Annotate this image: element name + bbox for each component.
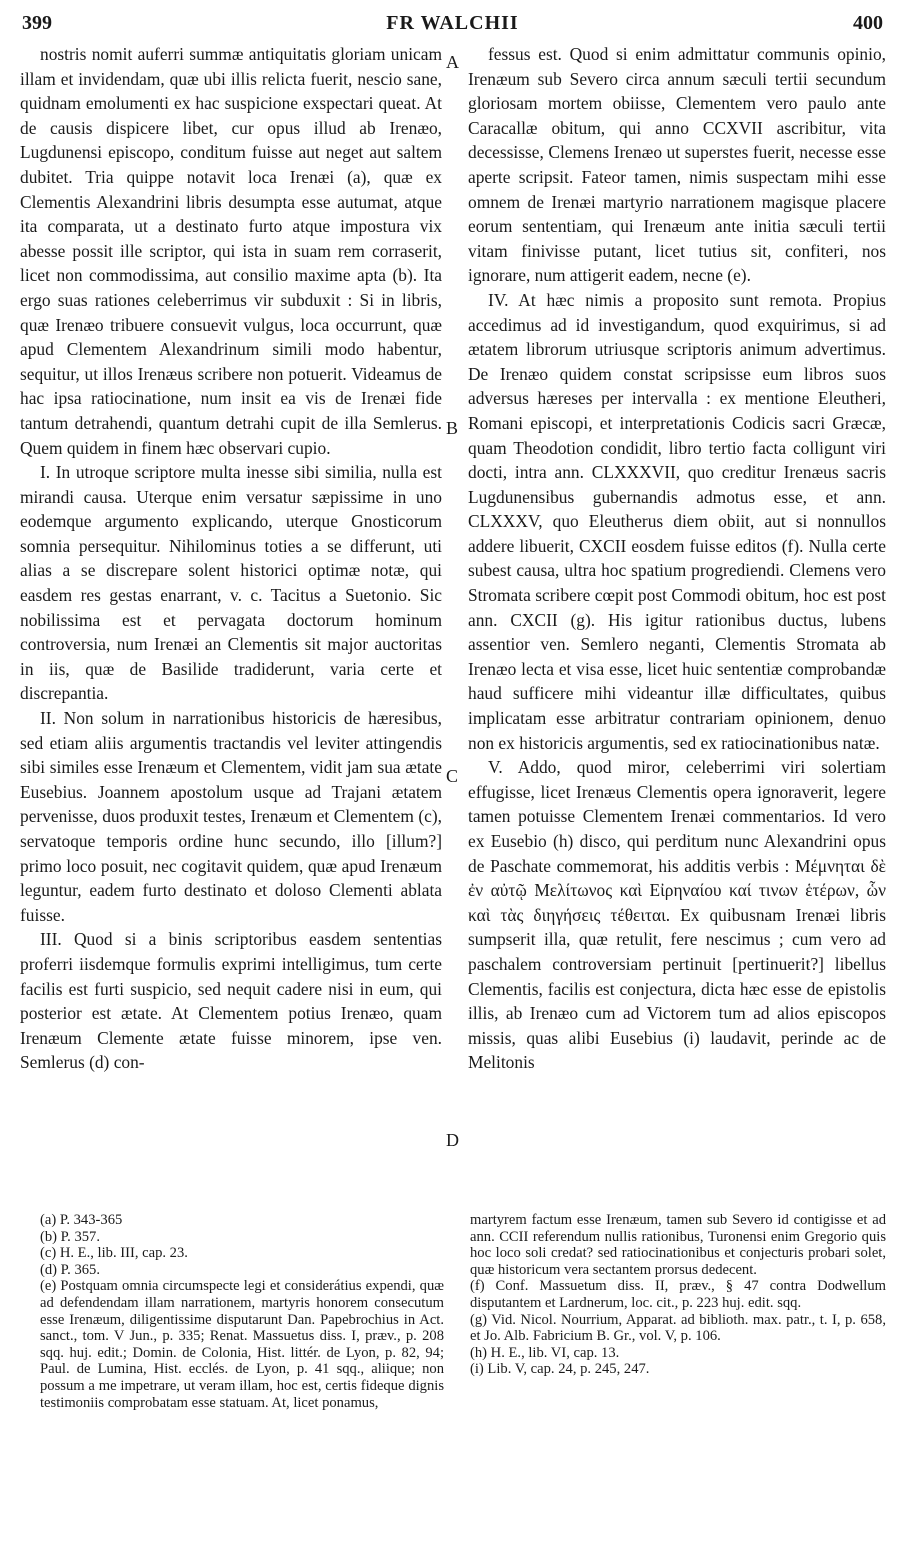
margin-marker-a: A <box>446 52 459 72</box>
margin-marker-b: B <box>446 418 459 438</box>
margin-marker-c: C <box>446 766 459 786</box>
footnotes-right <box>470 1212 886 1378</box>
footnote: (g) Vid. Nicol. Nourrium, Apparat. ad biblioth. max. patr., t. I, p. 658, et Jo. Alb. Fabricium B. Gr., vol. V, p. 106. <box>470 1311 886 1345</box>
footnote: (h) H. E., lib. VI, cap. 13. <box>470 1344 620 1361</box>
paragraph: nostris nomit auferri summæ antiquitatis gloriam unicam illam et invidendam, quæ ubi illis relicta fuerit, nescio sane, quidnam emolumenti ex hac suspicione exspectari queat. At de causis dispicere libet, cur opus illud ab Irenæo, Lugdunensi episcopo, conditum fuisse aut neget aut saltem dubitet. Tria quippe notavit loca Irenæi (a), quæ ex Clementis Alexandrini libris desumpta esse autumat, atque ita comparata, ut a destinato furto atque impostura vix abesse possit ille scriptor, qui ista in suam rem corraserit, licet non commodissima, aut consilio maxime apta (b). Ita ergo suas rationes celeberrimus vir subduxit : Si in libris, quæ Irenæo tribuere consuevit vulgus, loca occurrunt, quæ apud Clementem Alexandrinum simili modo habentur, sequitur, ut illos Irenæus scribere non potuerit. Videamus de hac ipsa ratiocinatione, num insit ea vis de Irenæi fide tantum detrahendi, quantum detrahi cupit de illa Semlerus. Quem quidem in finem hæc observari cupio. <box>20 44 442 458</box>
footnote: (b) P. 357. <box>40 1228 100 1245</box>
page-number-right: 400 <box>853 12 883 34</box>
left-column <box>20 42 442 1075</box>
margin-marker-d: D <box>446 1130 459 1150</box>
footnote-continuation: martyrem factum esse Irenæum, tamen sub Severo id contigisse et ad ann. CCII referendum nullis rationibus, Turonensi enim Gregorio quis hoc loco soli credat? sed ratiocinationibus et conjecturis probari solet, quæ historicum vera sectantem prorsus dedecent. <box>470 1212 886 1278</box>
paragraph: III. Quod si a binis scriptoribus easdem sententias proferri iisdemque formulis exprimi intelligimus, tum certe facilis est furti suspicio, sed nequit cadere nisi in eum, qui posterior est ætate. At Clementem potius Irenæo, quam Irenæum Clemente ætate fuisse minorem, ipse ven. Semlerus (d) con- <box>20 929 442 1073</box>
running-header <box>22 8 883 38</box>
page-number-left: 399 <box>22 12 52 34</box>
footnotes-left <box>40 1212 444 1411</box>
footnote: (c) H. E., lib. III, cap. 23. <box>40 1245 188 1262</box>
paragraph: I. In utroque scriptore multa inesse sibi similia, nulla est mirandi causa. Uterque enim versatur sæpissime in uno eodemque argumento explicando, uterque Gnosticorum somnia persequitur. Nihilominus toties a se differunt, uti alias a se discrepare solent historici optimæ notæ, qui easdem res gestas enarrant, v. c. Tacitus a Suetonio. Sic nobilissima est et pervagata doctorum hominum controversia, num Irenæi an Clementis sit major auctoritas in iis, quæ de Basilide tradiderunt, varia certe et discrepantia. <box>20 462 442 704</box>
footnote: (d) P. 365. <box>40 1261 100 1278</box>
paragraph: II. Non solum in narrationibus historicis de hæresibus, sed etiam aliis argumentis tractandis vel leviter attingendis sibi similes esse Irenæum et Clementem, vidit jam sua ætate Eusebius. Joannem apostolum usque ad Trajani ætatem pervenisse, duos produxit testes, Irenæum et Clementem (c), servatoque temporis ordine hunc secundo, illo [illum?] primo loco posuit, nec cogitavit quidem, quæ apud Irenæum leguntur, eadem furto destinato et doloso Clementi ablata fuisse. <box>20 708 442 925</box>
footnote: (e) Postquam omnia circumspecte legi et considerátius expendi, quæ ad defendendam illam narrationem, martyris honorem consecutum esse Irenæum, diligentissime disputarunt Dan. Papebrochius in Act. sanct., tom. V Jun., p. 335; Renat. Massuetus diss. I, præv., p. 208 sqq. huj. edit.; Domin. de Colonia, Hist. littér. de Lyon, p. 82, 94; Paul. de Lumina, Hist. ecclés. de Lyon, p. 41 sqq., aliique; non possum a me impetrare, ut veram illam, hoc est, certis fideque dignis testimoniis comprobatam esse statuam. At, licet ponamus, <box>40 1278 444 1411</box>
footnote: (a) P. 343-365 <box>40 1212 123 1228</box>
running-title: FR WALCHII <box>386 12 519 34</box>
footnote: (f) Conf. Massuetum diss. II, præv., § 47 contra Dodwellum disputantem et Lardnerum, loc. cit., p. 223 huj. edit. sqq. <box>470 1278 886 1311</box>
paragraph: IV. At hæc nimis a proposito sunt remota. Propius accedimus ad id investigandum, quod exquirimus, si ad ætatem librorum utriusque scriptoris animum advertimus. De Irenæo quidem constat scripsisse eum libros suos adversus hæreses per intervalla : ex mentione Eleutheri, Romani episcopi, et interpretationis Codicis sacri Græcæ, quam Theodotion condidit, libro tertio facta colligunt viri docti, intra ann. CLXXXVII, quo creditur Irenæus sacris Lugdunensibus gubernandis admotus esse, et ann. CLXXXV, quo Eleutherus diem obiit, aut si nonnullos addere libuerit, CXCII eosdem fuisse editos (f). Nulla certe subest causa, ultra hoc spatium progrediendi. Clemens vero Stromata scribere cœpit post Commodi obitum, hoc est post ann. CXCII (g). His igitur rationibus ductus, lubens assentior ven. Semlero neganti, Clementis Stromata ab Irenæo lecta et visa esse, licet huic sententiæ comprobandæ haud sufficere mihi videantur illæ difficultates, quibus implicatam esse arbitratur contrariam opinionem, denuo non ex historicis argumentis, sed ex ratiocinationibus natæ. <box>468 289 886 753</box>
right-column <box>468 42 886 1075</box>
paragraph: fessus est. Quod si enim admittatur communis opinio, Irenæum sub Severo circa annum sæculi tertii secundum gloriosam mortem obiisse, Clementem vero paulo ante Caracallæ obitum, qui anno CCXVII ascribitur, vita decessisse, Clemens Irenæo ut superstes fuerit, necesse esse aperte scripsit. Fateor tamen, nimis suspectam mihi esse omnem de Irenæi martyrio narrationem magisque placere eorum sententiam, qui Irenæum ante initia sæculi tertii vitam finivisse putant, licet tutius sit, confiteri, nos ignorare, num attigerit eadem, necne (e). <box>468 44 886 286</box>
paragraph: V. Addo, quod miror, celeberrimi viri solertiam effugisse, licet Irenæus Clementis opera ignoraverit, legere tamen potuisse Clementem Irenæi commentarios. Id vero ex Eusebio (h) disco, qui perditum nunc Alexandrini opus de Paschate commemorat, his additis verbis : Μέμνηται δὲ ἐν αὐτῷ Μελίτωνος καὶ Εἰρηναίου καί τινων ἑτέρων, ὧν καὶ τὰς διηγήσεις τέθειται. Ex quibusnam Irenæi libris sumpserit illa, quæ retulit, fere nescimus ; cum vero ad paschalem controversiam pertinuit [pertinuerit?] libellus Clementis, facilis est conjectura, dicta hæc esse de epistolis illis, ab Irenæo cum ad Victorem tum ad alios episcopos missis, quas alibi Eusebius (i) laudavit, perinde ac de Melitonis <box>468 757 886 1073</box>
footnote: (i) Lib. V, cap. 24, p. 245, 247. <box>470 1361 650 1378</box>
